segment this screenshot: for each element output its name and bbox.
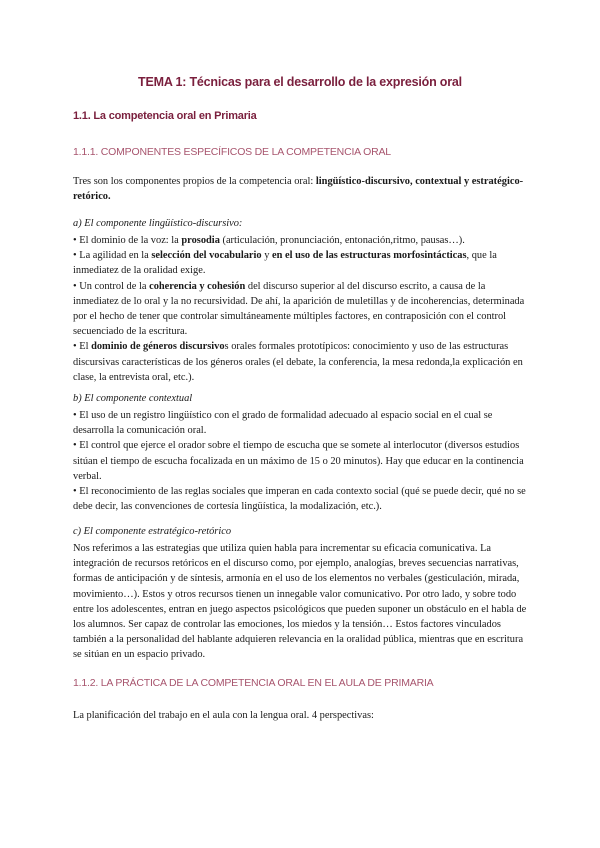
component-c-heading: c) El componente estratégico-retórico — [73, 526, 232, 537]
subsection-heading-1: 1.1.1. COMPONENTES ESPECÍFICOS DE LA COMPETENCIA ORAL — [73, 146, 391, 158]
document-title: TEMA 1: Técnicas para el desarrollo de la expresión oral — [138, 75, 462, 89]
closing-paragraph: La planificación del trabajo en el aula con la lengua oral. 4 perspectivas: — [73, 710, 374, 721]
component-a-body: • El dominio de la voz: la prosodia (articulación, pronunciación, entonación,ritmo, pausas…). • La agilidad en la selección del vocabulario y en el uso de las estructuras morfosintácticas, que la inmediatez de la oralidad exige. • Un control de la coherencia y cohesión del discurso superior al del discurso escrito, a causa de la inmediatez de lo oral y la no recursividad. De ahí, la aparición de muletillas y de incoherencias, determinada por el hecho de tener que controlar simultáneamente múltiples factores, en contraposición con el control secuenciado de la escritura. • El dominio de géneros discursivos orales formales prototípicos: conocimiento y uso de las estructuras discursivas características de los géneros orales (el debate, la conferencia, la mesa redonda,la explicación en clase, la entrevista oral, etc.). — [73, 235, 525, 383]
subsection-heading-2: 1.1.2. LA PRÁCTICA DE LA COMPETENCIA ORAL EN EL AULA DE PRIMARIA — [73, 677, 434, 689]
component-c-body: Nos referimos a las estrategias que utiliza quien habla para incrementar su eficacia comunicativa. La integración de recursos retóricos en el discurso como, por ejemplo, analogías, breves secuencias narrativas, formas de anticipación y de síntesis, armonía en el uso de los elementos no verbales (gesticulación, mirada, movimiento…). Estos y otros recursos tienen un innegable valor comunicativo. Por otro lado, y sobre todo entre los adolescentes, entran en juego aspectos psicológicos que pueden suponer un obstáculo en el habla de los alumnos. Ser capaz de controlar las emociones, los miedos y la tensión… Estos factores vinculados también a la personalidad del hablante adquieren relevancia en la oralidad pública, mientras que en escritura se sitúan en un espacio privado. — [73, 543, 527, 661]
section-heading: 1.1. La competencia oral en Primaria — [73, 110, 257, 122]
component-a-heading: a) El componente lingüístico-discursivo: — [73, 218, 243, 229]
component-b-body: • El uso de un registro lingüístico con el grado de formalidad adecuado al espacio social en el cual se desarrolla la comunicación oral. • El control que ejerce el orador sobre el tiempo de escucha que se somete al interlocutor (diversos estudios sitúan el tiempo de escucha focalizada en un máximo de 15 o 20 minutos). Hay que educar en la continencia verbal. • El reconocimiento de las reglas sociales que imperan en cada contexto social (qué se puede decir, qué no se debe decir, las convenciones de cortesía lingüística, la modalización, etc.). — [73, 410, 526, 513]
intro-paragraph: Tres son los componentes propios de la competencia oral: lingüístico-discursivo, contextual y estratégico-retórico. — [73, 176, 524, 203]
component-b-heading: b) El componente contextual — [73, 393, 193, 404]
